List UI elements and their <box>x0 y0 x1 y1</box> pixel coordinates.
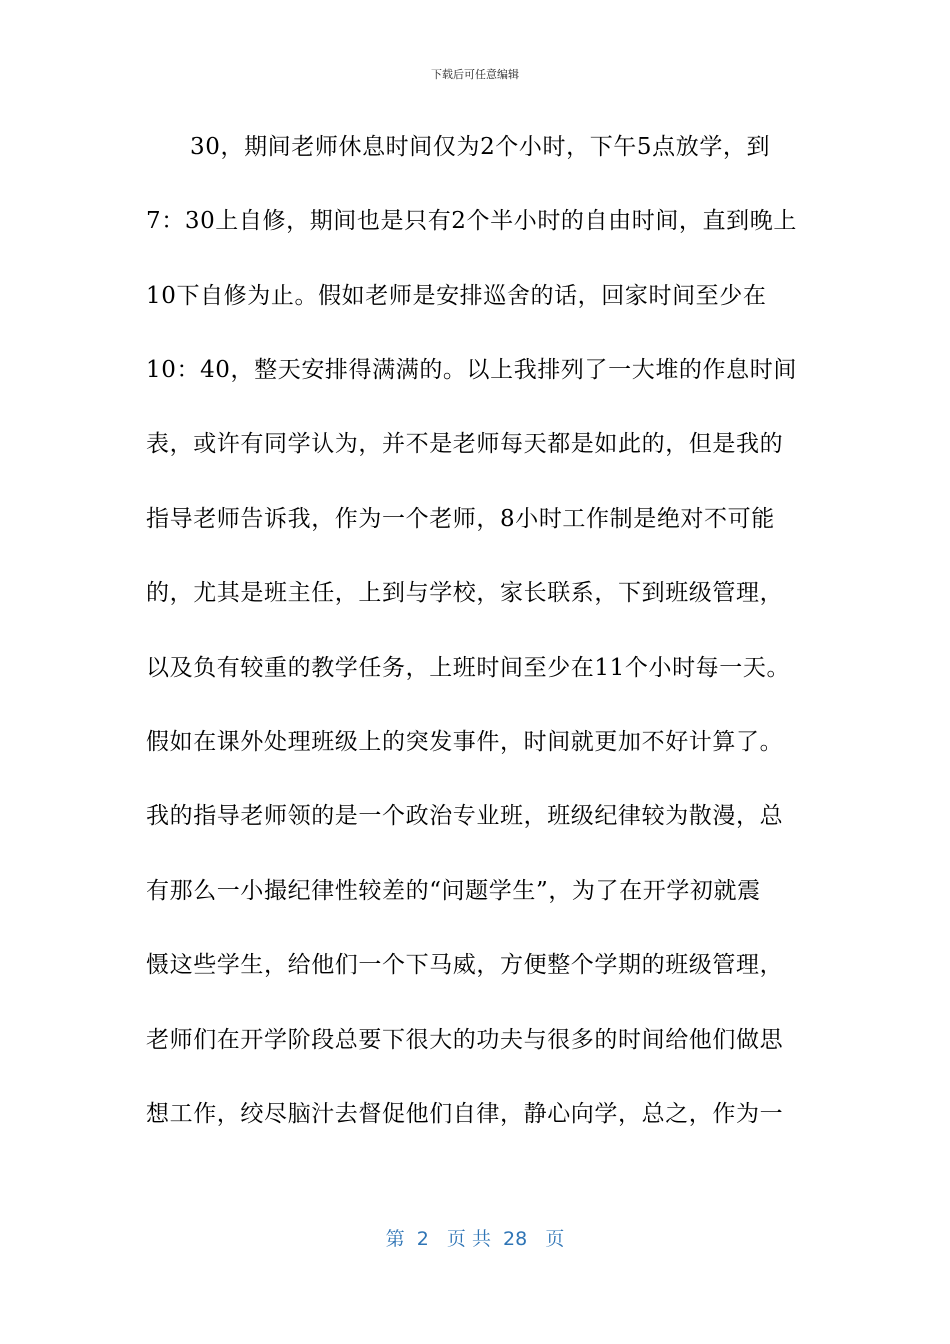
text-line: 老师们在开学阶段总要下很大的功夫与很多的时间给他们做思 <box>146 1027 784 1053</box>
text-line: 表，或许有同学认为，并不是老师每天都是如此的，但是我的 <box>146 431 784 457</box>
text-line: 30，期间老师休息时间仅为2个小时，下午5点放学，到 <box>190 134 771 160</box>
text-line: 有那么一小撮纪律性较差的“问题学生”，为了在开学初就震 <box>146 878 761 904</box>
page-number-footer: 第 2 页 共 28 页 <box>385 1228 565 1250</box>
text-line: 10：40，整天安排得满满的。以上我排列了一大堆的作息时间 <box>146 357 797 383</box>
text-line: 以及负有较重的教学任务，上班时间至少在11个小时每一天。 <box>146 655 791 681</box>
text-line: 假如在课外处理班级上的突发事件，时间就更加不好计算了。 <box>146 729 784 755</box>
text-line: 指导老师告诉我，作为一个老师，8小时工作制是绝对不可能 <box>146 506 775 532</box>
text-line: 我的指导老师领的是一个政治专业班，班级纪律较为散漫，总 <box>146 803 784 829</box>
text-line: 10下自修为止。假如老师是安排巡舍的话，回家时间至少在 <box>146 283 767 309</box>
text-line: 的，尤其是班主任，上到与学校，家长联系，下到班级管理， <box>146 580 784 606</box>
page-header-note: 下载后可任意编辑 <box>431 68 519 81</box>
text-line: 想工作，绞尽脑汁去督促他们自律，静心向学，总之，作为一 <box>146 1101 784 1127</box>
text-line: 慑这些学生，给他们一个下马威，方便整个学期的班级管理， <box>146 952 784 978</box>
text-line: 7：30上自修，期间也是只有2个半小时的自由时间，直到晚上 <box>146 208 797 234</box>
